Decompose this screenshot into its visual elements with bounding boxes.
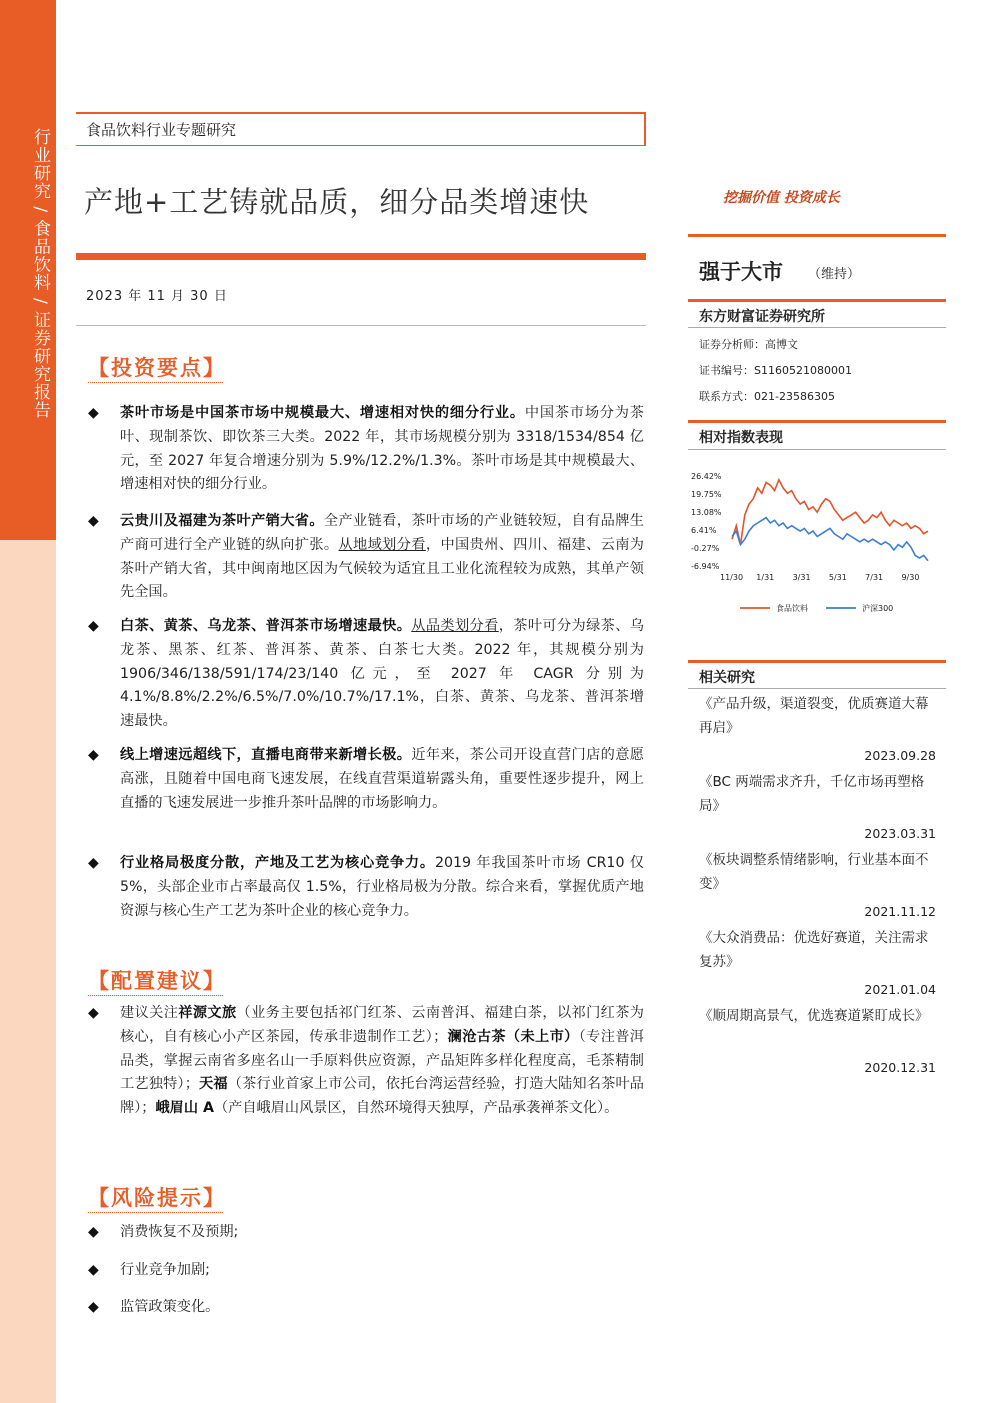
company-name: 天福: [198, 1076, 228, 1093]
config-text: （产自峨眉山风景区，自然环境得天独厚，产品承袭禅茶文化）。: [213, 1100, 619, 1117]
risk-item: 消费恢复不及预期;: [120, 1224, 239, 1240]
related-report-date: 2021.11.12: [864, 904, 936, 919]
legend-label: 食品饮料: [776, 604, 808, 613]
invest-bullet-1: [120, 402, 644, 497]
config-heading: 【配置建议】: [88, 969, 226, 993]
risk-item: 行业竞争加剧;: [120, 1262, 210, 1278]
header-bottom-rule: [76, 145, 646, 146]
y-tick-label: 26.42%: [691, 472, 722, 481]
bullet-text: 近年来，茶公司开设直营门店的意愿高涨，且随着中国电商飞速发展，在线直营渠道崭露头角，重要性逐步提升，网上直播的飞速发展进一步推升茶叶品牌的市场影响力。: [120, 747, 644, 811]
diamond-bullet-icon: ◆: [88, 747, 99, 763]
legend-label: 沪深300: [862, 604, 894, 613]
diamond-bullet-icon: ◆: [88, 1299, 99, 1315]
x-tick-label: 7/31: [865, 573, 884, 582]
related-bar: [688, 660, 946, 663]
related-report-title[interactable]: 《BC 两端需求齐升，千亿市场再塑格局》: [699, 774, 925, 814]
x-tick-label: 1/31: [756, 573, 775, 582]
header-top-rule: [76, 112, 645, 114]
y-tick-label: -6.94%: [691, 562, 720, 571]
header-corner-rule: [644, 112, 646, 146]
analyst-name: 证券分析师：高博文: [699, 338, 798, 351]
x-tick-label: 3/31: [792, 573, 811, 582]
invest-bullet-3: [120, 615, 644, 734]
config-text: （茶行业首家上市公司，依托台湾运营经验，打造大陆知名茶叶品牌）；: [120, 1076, 644, 1117]
x-tick-label: 11/30: [720, 573, 744, 582]
bullet-lead: 行业格局极度分散，产地及工艺为核心竞争力。: [120, 855, 435, 871]
invest-bullet-4: [120, 744, 644, 815]
y-tick-label: 6.41%: [691, 526, 717, 535]
bullet-lead: 白茶、黄茶、乌龙茶、普洱茶市场增速最快。: [120, 618, 412, 634]
company-name: 澜沧古茶（未上市）: [447, 1028, 579, 1045]
slogan: 挖掘价值 投资成长: [723, 190, 840, 206]
rating-top-bar: [688, 234, 946, 237]
related-report-title[interactable]: 《产品升级，渠道裂变，优质赛道大幕再启》: [699, 696, 929, 736]
contact-number: 联系方式：021-23586305: [699, 390, 835, 403]
bullet-text: ，中国贵州、四川、福建、云南为茶叶产销大省，其中闽南地区因为气候较为适宜且工业化流程较为成熟，其单产领先全国。: [120, 536, 644, 601]
risk-heading-rule: [88, 1212, 223, 1213]
x-tick-label: 9/30: [901, 573, 920, 582]
related-rule: [688, 688, 946, 689]
y-tick-label: -0.27%: [691, 544, 720, 553]
bullet-underline: 从品类划分看: [411, 618, 499, 634]
related-report-title[interactable]: 《顺周期高景气，优选赛道紧盯成长》: [699, 1008, 929, 1024]
perf-rule: [688, 449, 946, 450]
rating-status: （维持）: [808, 267, 861, 282]
related-report-title[interactable]: 《板块调整系情绪影响，行业基本面不变》: [699, 852, 929, 892]
report-date: 2023 年 11 月 30 日: [86, 289, 228, 304]
diamond-bullet-icon: ◆: [88, 1005, 99, 1021]
config-paragraph: [120, 1002, 644, 1121]
relative-index-chart: [688, 462, 946, 622]
bullet-lead: 线上增速远超线下，直播电商带来新增长极。: [120, 747, 412, 763]
diamond-bullet-icon: ◆: [88, 513, 99, 529]
sidebar-label: 行业研究 / 食品饮料 / 证券研究报告: [30, 128, 50, 420]
diamond-bullet-icon: ◆: [88, 1262, 99, 1278]
y-tick-label: 19.75%: [691, 490, 722, 499]
risk-item: 监管政策变化。: [120, 1299, 220, 1315]
bullet-lead: 云贵川及福建为茶叶产销大省。: [120, 513, 324, 529]
bullet-lead: 茶叶市场是中国茶市场中规模最大、增速相对快的细分行业。: [120, 405, 525, 421]
diamond-bullet-icon: ◆: [88, 855, 99, 871]
bullet-text: 中国茶市场分为茶叶、现制茶饮、即饮茶三大类。2022 年，其市场规模分别为 3318/1534/854 亿元，至 2027 年复合增速分别为 5.9%/12.2%/1.3%。茶叶市场是其中规模最大、增速相对快的细分行业。: [120, 405, 644, 493]
bullet-text: 全产业链看，茶叶市场的产业链较短，自有品牌生产商可进行全产业链的纵向扩张。: [120, 513, 644, 553]
config-text: 建议关注: [120, 1005, 179, 1021]
config-text: （业务主要包括祁门红茶、云南普洱、福建白茶，以祁门红茶为核心，自有核心小产区茶园，传承非遗制作工艺）；: [120, 1005, 644, 1045]
diamond-bullet-icon: ◆: [88, 405, 99, 421]
series-line-1: [732, 480, 928, 545]
institution-rule: [688, 327, 946, 328]
related-report-date: 2023.09.28: [864, 748, 936, 763]
bullet-underline: 从地域划分看: [338, 536, 426, 553]
cert-number: 证书编号：S1160521080001: [699, 364, 852, 377]
config-text: （专注普洱品类，掌握云南省多座名山一手原料供应资源，产品矩阵多样化程度高，毛茶精制工艺独特）；: [120, 1028, 644, 1093]
page-title: 产地+工艺铸就品质，细分品类增速快: [84, 185, 590, 219]
perf-heading: 相对指数表现: [699, 430, 783, 446]
date-rule: [76, 325, 646, 326]
report-type: 食品饮料行业专题研究: [86, 121, 237, 139]
company-name: 峨眉山 A: [155, 1100, 214, 1117]
x-tick-label: 5/31: [828, 573, 847, 582]
invest-heading: 【投资要点】: [88, 356, 226, 380]
related-report-title[interactable]: 《大众消费品：优选好赛道，关注需求复苏》: [699, 930, 929, 970]
related-report-date: 2021.01.04: [864, 982, 936, 997]
institution-bar: [688, 299, 946, 302]
invest-heading-rule: [88, 382, 223, 383]
bullet-text: ，茶叶可分为绿茶、乌龙茶、黑茶、红茶、普洱茶、黄茶、白茶七大类。2022 年，其规模分别为 1906/346/138/591/174/23/140 亿元，至 2027 年 CAGR 分别为 4.1%/8.8%/2.2%/6.5%/7.0%/10.7%/17.1%，白茶、黄茶、乌龙茶、普洱茶增速最快。: [120, 618, 644, 730]
perf-bar: [688, 420, 946, 423]
related-report-date: 2020.12.31: [864, 1060, 936, 1075]
config-heading-rule: [88, 995, 223, 996]
related-heading: 相关研究: [699, 670, 755, 686]
title-bar: [76, 253, 646, 260]
diamond-bullet-icon: ◆: [88, 618, 99, 634]
y-tick-label: 13.08%: [691, 508, 722, 517]
institution-name: 东方财富证券研究所: [699, 309, 825, 325]
company-name: 祥源文旅: [178, 1005, 237, 1021]
related-report-date: 2023.03.31: [864, 826, 936, 841]
invest-bullet-2: [120, 510, 644, 605]
invest-bullet-5: [120, 852, 644, 923]
rating-label: 强于大市: [699, 260, 783, 284]
risk-heading: 【风险提示】: [88, 1186, 226, 1210]
diamond-bullet-icon: ◆: [88, 1224, 99, 1240]
bullet-text: 2019 年我国茶叶市场 CR10 仅 5%，头部企业市占率最高仅 1.5%，行业格局极为分散。综合来看，掌握优质产地资源与核心生产工艺为茶叶企业的核心竞争力。: [120, 855, 644, 919]
